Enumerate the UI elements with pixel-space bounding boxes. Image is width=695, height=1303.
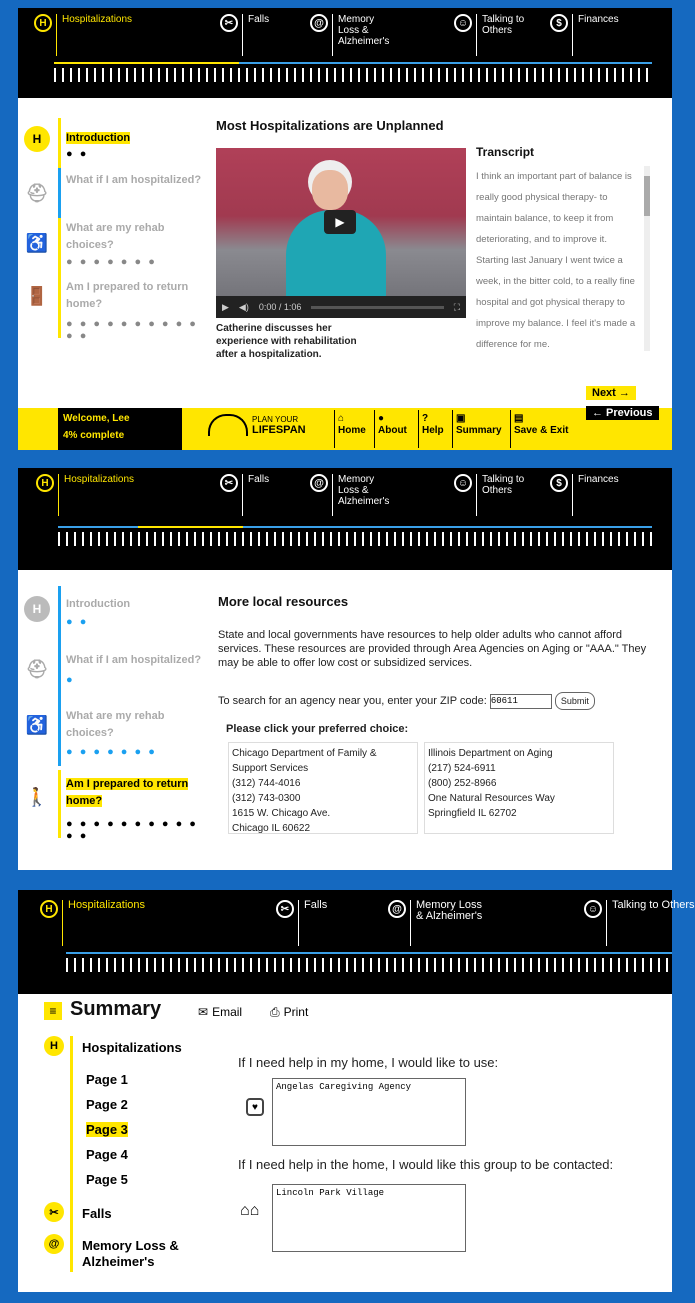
nav-memory-loss[interactable]: @ Memory Loss & Alzheimer's [388,900,486,946]
walking-icon: 🚶 [25,786,49,807]
top-nav [18,890,695,994]
volume-icon[interactable]: ◀) [238,301,249,312]
about-button[interactable]: ● About [374,410,410,448]
transcript-title: Transcript [476,145,535,159]
hospital-icon: H [36,474,54,492]
bottom-toolbar [18,408,672,450]
email-icon: ✉ [198,1005,209,1019]
hospital-icon: H [24,126,50,152]
memory-icon: @ [388,900,406,918]
lesson-sidebar [18,580,203,850]
transcript-scrollbar[interactable] [644,166,650,351]
progress-ruler[interactable] [54,62,652,84]
finances-icon: $ [550,14,568,32]
hospital-bed-icon: ⛑ [25,182,49,203]
nav-talking[interactable]: ☺ Talking to Others [584,900,656,946]
video-person [276,160,396,310]
help-icon: ? [422,413,429,424]
about-icon: ● [378,413,385,424]
nav-falls[interactable]: ✂ Falls [220,14,269,56]
page-title: More local resources [218,594,349,609]
sidebar-page-3[interactable]: Page 3 [86,1122,128,1137]
page-title: Summary [70,998,162,1020]
sidebar-page-5[interactable]: Page 5 [86,1172,128,1187]
top-nav [18,468,672,570]
video-controls[interactable]: ▶ ◀) 0:00 / 1:06 ⛶ [216,296,466,318]
falls-icon: ✂ [220,474,238,492]
sidebar-item-return-home[interactable]: 🚶 Am I prepared to return home? ● ● ● ● ● ● ● ● ● ● ● ● [24,770,204,838]
sidebar-item-falls[interactable]: Falls [82,1206,112,1221]
zip-input[interactable] [490,694,552,709]
sidebar-item-introduction[interactable]: H Introduction ● ● [24,586,204,642]
falls-icon: ✂ [220,14,238,32]
progress-ruler[interactable] [58,526,652,548]
transcript-box[interactable]: I think an important part of balance is really good physical therapy- to maintain balance, to keep it from deteriorating, and to improve it. Starting last January I went twice a week, in the bitter cold, to a really fine hospital and got physical therapy to improve my balance. I feel it's made a difference for me. [476,166,650,351]
finances-icon: $ [550,474,568,492]
brand-logo[interactable]: PLAN YOUR LIFESPAN [208,414,306,436]
zip-row: To search for an agency near you, enter your ZIP code: 60611 Submit [218,692,595,710]
email-button[interactable]: ✉ Email [198,1005,243,1019]
sidebar-page-1[interactable]: Page 1 [86,1072,128,1087]
save-exit-button[interactable]: ▤ Save & Exit [510,410,571,448]
sidebar-item-memory[interactable]: Memory Loss & Alzheimer's [82,1238,179,1269]
progress-ruler[interactable] [66,952,672,974]
play-button[interactable]: ▶ [324,210,356,234]
question-1: If I need help in my home, I would like to use: [238,1055,499,1070]
rehab-icon: ♿ [25,232,49,253]
summary-icon: ▣ [456,413,466,424]
question-2: If I need help in the home, I would like this group to be contacted: [238,1157,614,1172]
talking-icon: ☺ [454,14,472,32]
print-button[interactable]: ⎙ Print [270,1005,309,1019]
play-icon[interactable]: ▶ [222,301,229,312]
sidebar-item-hospitalizations[interactable]: Hospitalizations [82,1040,182,1055]
memory-icon: @ [310,474,328,492]
sidebar-item-rehab[interactable]: ♿ What are my rehab choices? ● ● ● ● ● ● ● [24,698,204,766]
nav-finances[interactable]: $ Finances [550,474,619,516]
print-icon: ⎙ [270,1005,280,1019]
nav-hospitalizations[interactable]: H Hospitalizations [34,14,132,56]
door-icon: 🚪 [25,285,49,306]
summary-icon: ≡ [44,1002,62,1020]
fullscreen-icon[interactable]: ⛶ [453,301,460,312]
agency-choice-1[interactable]: Chicago Department of Family & Support Services (312) 744-4016 (312) 743-0300 1615 W. Chicago Ave. Chicago IL 60622 [228,742,418,834]
home-care-icon: ♥ [246,1098,264,1116]
previous-button[interactable]: ← Previous [586,406,659,420]
agency-choice-2[interactable]: Illinois Department on Aging (217) 524-6911 (800) 252-8966 One Natural Resources Way Springfield IL 62702 [424,742,614,834]
sidebar-page-2[interactable]: Page 2 [86,1097,128,1112]
hospital-icon: H [34,14,52,32]
hospital-icon: H [40,900,58,918]
sidebar-page-4[interactable]: Page 4 [86,1147,128,1162]
summary-button[interactable]: ▣ Summary [452,410,505,448]
nav-talking[interactable]: ☺ Talking to Others [454,14,528,56]
video-scrubber[interactable] [311,306,443,309]
bridge-icon [208,414,248,436]
nav-falls[interactable]: ✂ Falls [276,900,327,946]
sidebar-item-hospitalized[interactable]: ⛑ What if I am hospitalized? [24,168,204,218]
rehab-icon: ♿ [25,714,49,735]
hospital-icon: H [44,1036,64,1056]
help-button[interactable]: ? Help [418,410,447,448]
nav-falls[interactable]: ✂ Falls [220,474,269,516]
talking-icon: ☺ [584,900,602,918]
answer-1-textarea[interactable] [272,1078,466,1146]
hospital-icon: H [24,596,50,622]
top-nav [18,8,672,98]
answer-2-textarea[interactable] [272,1184,466,1252]
sidebar-item-hospitalized[interactable]: ⛑ What if I am hospitalized? ● [24,642,204,698]
submit-button[interactable]: Submit [555,692,595,710]
choice-heading: Please click your preferred choice: [226,723,409,735]
houses-icon: ⌂⌂ [240,1202,260,1219]
nav-memory-loss[interactable]: @ Memory Loss & Alzheimer's [310,474,396,516]
sidebar-item-return-home[interactable]: 🚪 Am I prepared to return home? ● ● ● ● ● ● ● ● ● ● ● ● [24,273,204,338]
page-title: Most Hospitalizations are Unplanned [216,118,444,133]
home-button[interactable]: ⌂ Home [334,410,369,448]
welcome-box: Welcome, Lee 4% complete [58,408,182,450]
hospital-bed-icon: ⛑ [25,658,49,679]
nav-talking[interactable]: ☺ Talking to Others [454,474,528,516]
memory-icon: @ [310,14,328,32]
nav-memory-loss[interactable]: @ Memory Loss & Alzheimer's [310,14,396,56]
falls-icon: ✂ [44,1202,64,1222]
save-icon: ▤ [514,413,524,424]
nav-finances[interactable]: $ Finances [550,14,619,56]
panel-video-lesson [18,8,672,450]
video-player[interactable] [216,148,466,318]
memory-icon: @ [44,1234,64,1254]
nav-hospitalizations[interactable]: H Hospitalizations [36,474,134,516]
next-button[interactable]: Next → [586,386,636,400]
sidebar-item-introduction[interactable]: H Introduction ● ● [24,118,204,168]
falls-icon: ✂ [276,900,294,918]
summary-sidebar-bar [70,1036,73,1272]
sidebar-item-rehab[interactable]: ♿ What are my rehab choices? ● ● ● ● ● ● ● [24,218,204,273]
nav-hospitalizations[interactable]: H Hospitalizations [40,900,145,946]
intro-text: State and local governments have resources to help older adults who cannot afford services. These resources are provided through Area Agencies on Aging or "AAA." They may be able to offer low cost or subsidized services. [218,629,647,669]
video-caption: Catherine discusses her experience with rehabilitation after a hospitalization. [216,323,357,360]
home-icon: ⌂ [338,413,345,424]
talking-icon: ☺ [454,474,472,492]
panel-summary [18,890,695,1292]
panel-local-resources [18,468,672,870]
lesson-sidebar [18,108,203,358]
